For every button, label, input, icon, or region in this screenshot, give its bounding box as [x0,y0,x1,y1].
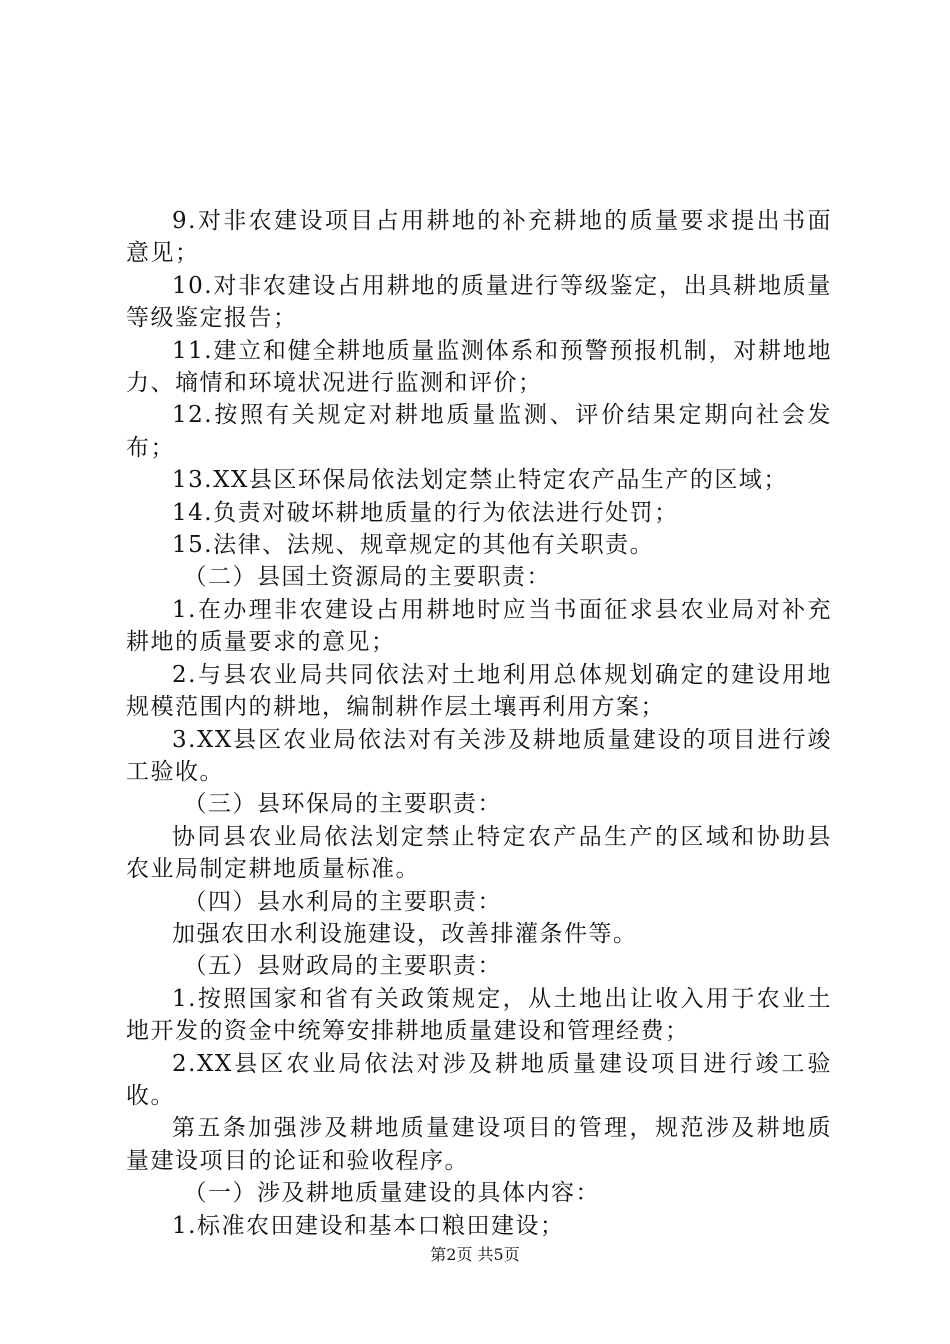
paragraph: 1.按照国家和省有关政策规定，从土地出让收入用于农业土地开发的资金中统筹安排耕地质量建设和管理经费； [126,985,832,1045]
section-heading: （一）涉及耕地质量建设的具体内容： [183,1180,600,1207]
section-heading: （五）县财政局的主要职责： [183,953,502,980]
paragraph: 1.在办理非农建设占用耕地时应当书面征求县农业局对补充耕地的质量要求的意见； [126,596,832,656]
paragraph: 加强农田水利设施建设，改善排灌条件等。 [172,920,638,947]
section-heading: （四）县水利局的主要职责： [183,888,502,915]
paragraph: 第五条加强涉及耕地质量建设项目的管理，规范涉及耕地质量建设项目的论证和验收程序。 [126,1115,832,1174]
paragraph: 协同县农业局依法划定禁止特定农产品生产的区域和协助县农业局制定耕地质量标准。 [126,823,832,883]
paragraph: 1.标准农田建设和基本口粮田建设； [172,1212,565,1239]
paragraph: 14.负责对破坏耕地质量的行为依法进行处罚； [172,499,679,526]
page-footer: 第2页 共5页 [430,1245,520,1264]
section-heading: （三）县环保局的主要职责： [183,791,502,818]
paragraph: 15.法律、法规、规章规定的其他有关职责。 [172,532,655,559]
paragraph: 2.XX县区农业局依法对涉及耕地质量建设项目进行竣工验收。 [126,1050,832,1109]
paragraph: 13.XX县区环保局依法划定禁止特定农产品生产的区域； [172,467,788,494]
paragraph: 3.XX县区农业局依法对有关涉及耕地质量建设的项目进行竣工验收。 [126,726,832,785]
section-heading: （二）县国土资源局的主要职责： [183,564,551,591]
paragraph: 11.建立和健全耕地质量监测体系和预警预报机制，对耕地地力、墒情和环境状况进行监测和评价； [126,337,832,397]
document-body [126,205,832,1242]
paragraph: 10.对非农建设占用耕地的质量进行等级鉴定，出具耕地质量等级鉴定报告； [126,272,832,332]
paragraph: 9.对非农建设项目占用耕地的补充耕地的质量要求提出书面意见； [126,208,832,267]
paragraph: 2.与县农业局共同依法对土地利用总体规划确定的建设用地规模范围内的耕地，编制耕作层土壤再利用方案； [126,661,832,721]
paragraph: 12.按照有关规定对耕地质量监测、评价结果定期向社会发布； [126,402,832,461]
